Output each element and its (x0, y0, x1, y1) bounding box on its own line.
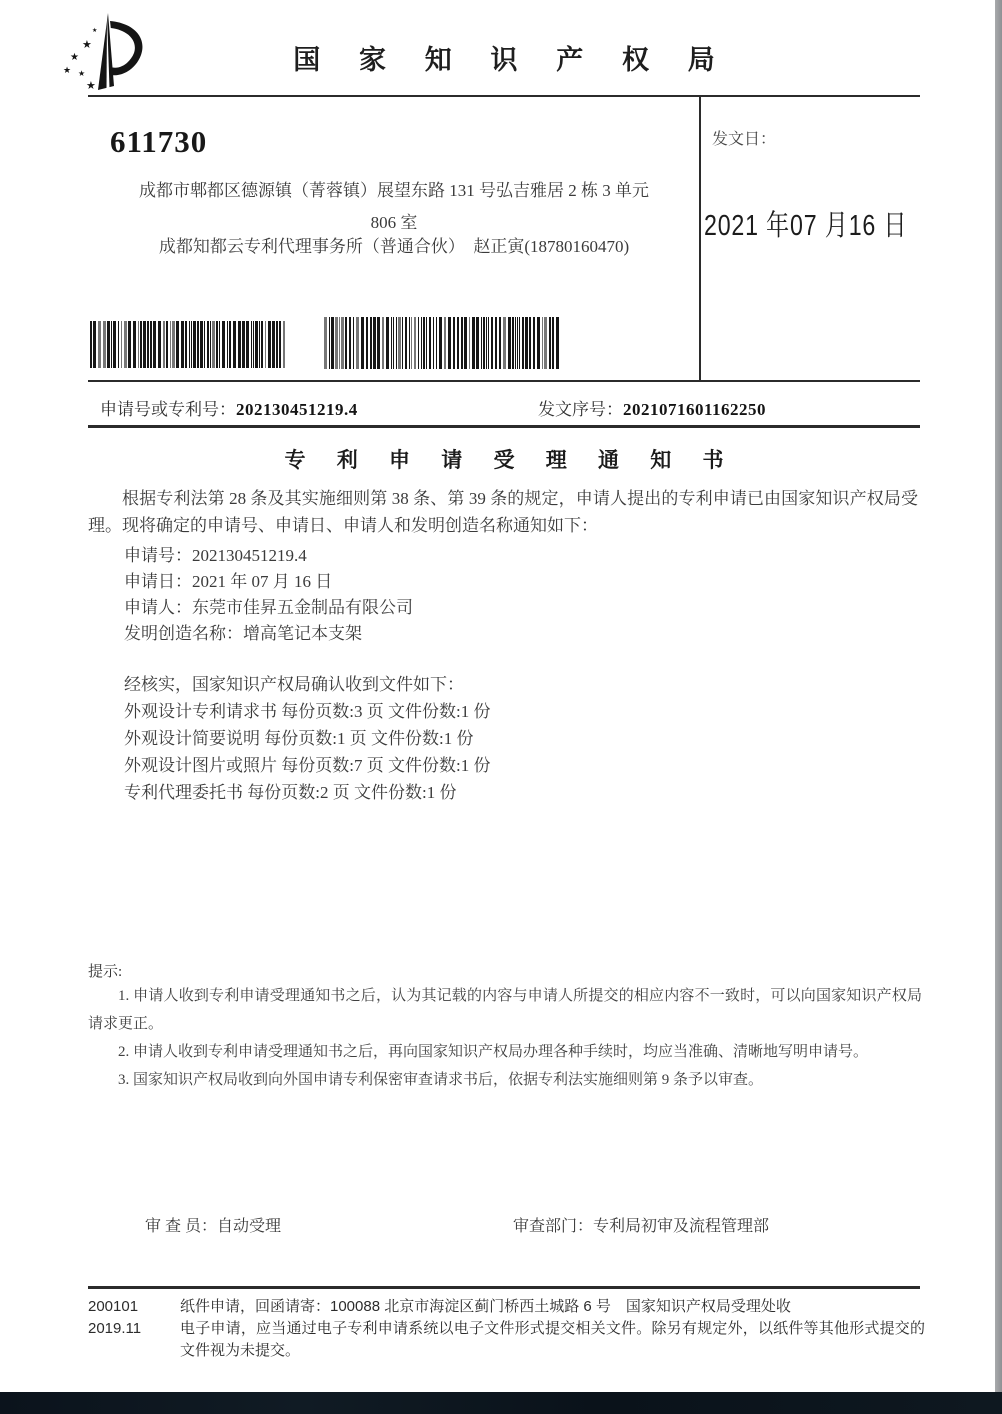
tip-item: 2. 申请人收到专利申请受理通知书之后，再向国家知识产权局办理各种手续时，均应当准确、清晰地写明申请号。 (118, 1044, 869, 1060)
header-rule (88, 95, 920, 97)
footer-instructions (180, 1296, 925, 1362)
notice-intro-paragraph: 根据专利法第 28 条及其实施细则第 38 条、第 39 条的规定，申请人提出的专利申请已由国家知识产权局受理。现将确定的申请号、申请日、申请人和发明创造名称通知如下： (88, 489, 918, 535)
application-number-line (100, 395, 358, 420)
footer-code: 2019.11 (88, 1320, 142, 1337)
tip-item: 3. 国家知识产权局收到向外国申请专利保密审查请求书后，依据专利法实施细则第 9 条予以审查。 (118, 1072, 764, 1088)
star-icon: ★ (78, 69, 86, 78)
dispatch-barcode (324, 317, 562, 369)
star-icon: ★ (70, 52, 79, 63)
received-documents (124, 671, 490, 806)
serial-number-label: 发文序号： (538, 400, 623, 419)
footer-rule (88, 1286, 920, 1289)
received-item: 外观设计简要说明 每份页数:1 页 文件份数:1 份 (124, 729, 474, 748)
application-fields (124, 543, 413, 647)
notice-title: 专 利 申 请 受 理 通 知 书 (284, 448, 737, 472)
field-invention-title (124, 621, 413, 647)
field-value: 202130451219.4 (192, 546, 307, 565)
received-heading: 经核实，国家知识产权局确认收到文件如下： (124, 675, 464, 694)
scan-edge-right (995, 0, 1002, 1414)
field-filing-date (124, 569, 413, 595)
dispatch-date-value: 2021 年07 月16 日 (704, 210, 908, 242)
examiner-value: 自动受理 (217, 1218, 282, 1235)
star-icon: ★ (86, 80, 96, 92)
field-label: 申请日： (124, 572, 192, 591)
examiner-label: 审 查 员： (145, 1218, 218, 1235)
application-number-value: 202130451219.4 (236, 400, 358, 419)
tip-item: 1. 申请人收到专利申请受理通知书之后，认为其记载的内容与申请人所提交的相应内容不一致时，可以向国家知识产权局请求更正。 (88, 988, 922, 1032)
footer-code: 200101 (88, 1298, 139, 1315)
field-label: 申请人： (124, 598, 192, 617)
postal-code: 611730 (110, 124, 208, 159)
department-label: 审查部门： (513, 1218, 594, 1235)
field-label: 申请号： (124, 546, 192, 565)
serial-number-line (538, 395, 766, 420)
recipient-address-line1: 成都市郫都区德源镇（菁蓉镇）展望东路 131 号弘吉雅居 2 栋 3 单元 (139, 181, 649, 200)
star-icon: ★ (63, 65, 72, 75)
department-line (513, 1213, 769, 1236)
field-value: 增高笔记本支架 (243, 624, 362, 643)
star-icon: ★ (82, 39, 92, 51)
mid-rule (88, 380, 920, 382)
dispatch-date-label: 发文日： (712, 131, 777, 148)
department-value: 专利局初审及流程管理部 (593, 1218, 770, 1235)
serial-number-value: 2021071601162250 (623, 400, 767, 419)
received-item: 外观设计图片或照片 每份页数:7 页 文件份数:1 份 (124, 756, 491, 775)
application-barcode (90, 321, 288, 368)
agency-title: 国 家 知 识 产 权 局 (293, 45, 731, 75)
scan-edge-bottom (0, 1392, 1002, 1414)
received-item: 外观设计专利请求书 每份页数:3 页 文件份数:1 份 (124, 702, 491, 721)
received-item: 专利代理委托书 每份页数:2 页 文件份数:1 份 (124, 783, 457, 802)
field-applicant (124, 595, 413, 621)
agent-line: 成都知都云专利代理事务所（普通合伙） 赵正寅(18780160470) (158, 237, 630, 256)
application-number-label: 申请号或专利号： (100, 400, 236, 419)
footer-electronic-instruction: 电子申请，应当通过电子专利申请系统以电子文件形式提交相关文件。除另有规定外，以纸件等其他形式提交的文件视为未提交。 (180, 1320, 925, 1359)
field-label: 发明创造名称： (124, 624, 243, 643)
field-value: 东莞市佳昇五金制品有限公司 (192, 598, 413, 617)
thick-rule (88, 425, 920, 428)
field-value: 2021 年 07 月 16 日 (192, 572, 333, 591)
field-application-no (124, 543, 413, 569)
recipient-address-line2: 806 室 (370, 213, 418, 232)
tips-list (88, 982, 922, 1094)
examiner-line (145, 1213, 281, 1236)
tips-heading: 提示: (88, 964, 123, 980)
footer-form-codes (88, 1296, 141, 1340)
star-icon: ★ (92, 28, 98, 34)
footer-paper-instruction: 纸件申请，回函请寄：100088 北京市海淀区蓟门桥西土城路 6 号 国家知识产权局受理处收 (180, 1298, 791, 1315)
